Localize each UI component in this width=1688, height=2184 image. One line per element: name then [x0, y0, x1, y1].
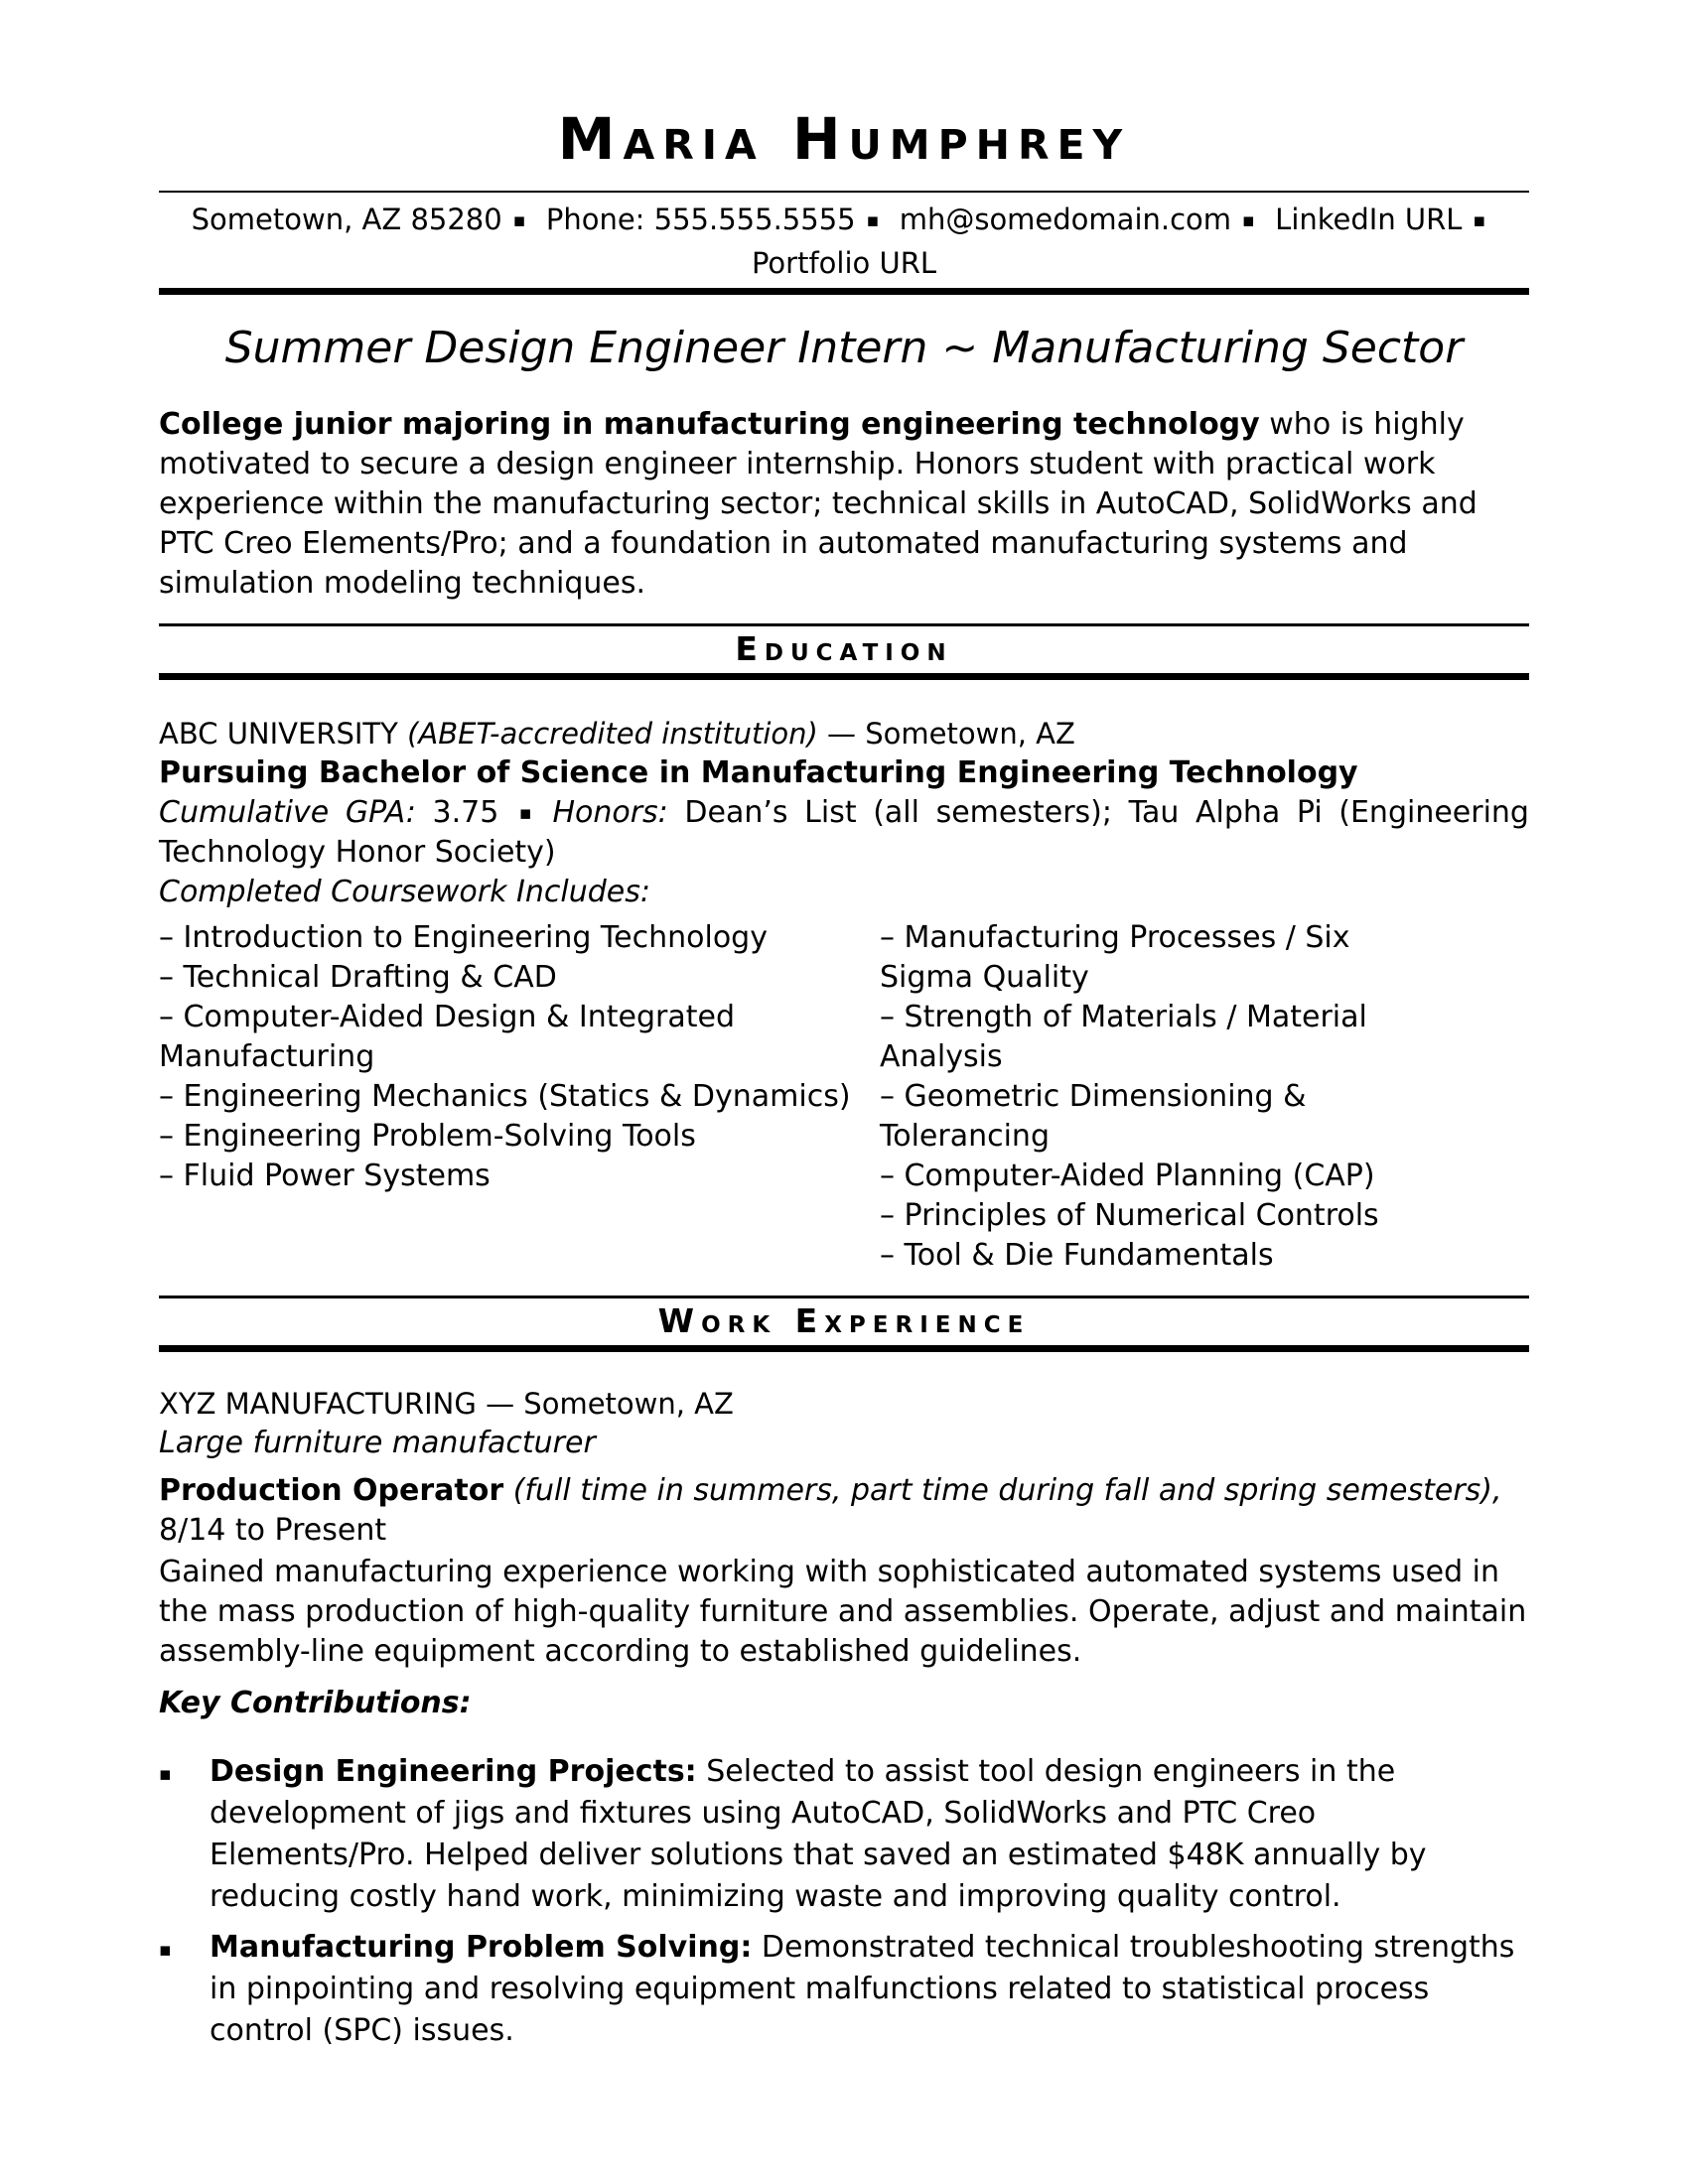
education-section-title: Education [735, 629, 953, 668]
coursework-item: – Technical Drafting & CAD [159, 960, 557, 995]
summary-paragraph [159, 405, 1529, 604]
coursework-item: – Strength of Materials / Material Analysis [880, 1000, 1367, 1074]
bullet-marker: ▪ [159, 1763, 172, 1785]
gpa-honors-line [159, 793, 1529, 873]
contribution-bullet [159, 1751, 1529, 1918]
bullet-marker: ▪ [159, 1939, 172, 1961]
candidate-name: Maria Humphrey [557, 105, 1131, 173]
job-summary-paragraph: Gained manufacturing experience working with sophisticated automated systems used in the mass production of high-quality furniture and assemblies. Operate, adjust and maintain assembly-line equipment according to established guidelines. [159, 1555, 1527, 1669]
contact-item: Phone: 555.555.5555 [545, 203, 856, 236]
coursework-item: – Tool & Die Fundamentals [880, 1238, 1274, 1273]
contact-line-1 [159, 199, 1529, 242]
summary-rest: who is highly motivated to secure a design engineer internship. Honors student with practical work experience within the manufacturing sector; technical skills in AutoCAD, SolidWorks and PTC Creo Elements/Pro; and a foundation in automated manufacturing systems and simulation modeling techniques. [159, 407, 1477, 601]
degree-line: Pursuing Bachelor of Science in Manufacturing Engineering Technology [159, 755, 1358, 790]
contact-item: Sometown, AZ 85280 [191, 203, 502, 236]
company-description: Large furniture manufacturer [159, 1426, 596, 1460]
bullet-text: Selected to assist tool design engineers in the development of jigs and fixtures using AutoCAD, SolidWorks and PTC Creo Elements/Pro. Helped deliver solutions that saved an estimated $48K annually by reducing costly hand work, minimizing waste and improving quality control. [210, 1754, 1427, 1914]
company-name: XYZ MANUFACTURING [159, 1387, 477, 1421]
contact-item: LinkedIn URL [1275, 203, 1463, 236]
contact-block [159, 199, 1529, 285]
institution-location: — Sometown, AZ [827, 717, 1075, 751]
contact-line-2: Portfolio URL [751, 246, 937, 280]
job-dates: 8/14 to Present [159, 1513, 387, 1548]
company-line [159, 1384, 1529, 1424]
bullet-label: Manufacturing Problem Solving: [210, 1930, 753, 1965]
header-divider-thin [159, 191, 1529, 193]
contact-separator: ▪ [1242, 209, 1255, 231]
work-section-title: Work Experience [657, 1301, 1031, 1340]
work-experience-block [159, 1384, 1529, 2052]
coursework-item: – Introduction to Engineering Technology [159, 920, 768, 955]
job-note: (full time in summers, part time during fall and spring semesters), [512, 1473, 1502, 1508]
job-title: Production Operator [159, 1473, 504, 1508]
work-section-header [159, 1296, 1529, 1352]
resume-header [159, 107, 1529, 295]
gpa-separator: ▪ [518, 802, 532, 824]
gpa-value: 3.75 [432, 795, 499, 830]
job-title-line [159, 1471, 1529, 1551]
bullet-body [210, 1927, 1529, 2052]
contact-item: mh@somedomain.com [899, 203, 1232, 236]
contributions-list [159, 1751, 1529, 2052]
gpa-label: Cumulative GPA: [159, 795, 416, 830]
bullet-body [210, 1751, 1529, 1918]
coursework-intro: Completed Coursework Includes: [159, 875, 650, 909]
coursework-column-right [880, 918, 1436, 1276]
institution-name: ABC UNIVERSITY [159, 717, 398, 751]
honors-text: Dean’s List (all semesters); Tau Alpha Pi (Engineering Technology Honor Society) [159, 795, 1529, 870]
education-block [159, 714, 1529, 1276]
key-contributions-heading: Key Contributions: [159, 1686, 472, 1720]
coursework-column-left [159, 918, 854, 1276]
headline: Summer Design Engineer Intern ~ Manufacturing Sector [224, 323, 1464, 373]
contact-separator: ▪ [512, 209, 526, 231]
summary-lead: College junior majoring in manufacturing engineering technology [159, 407, 1260, 442]
education-section-header [159, 623, 1529, 680]
coursework-item: – Engineering Mechanics (Statics & Dynamics) [159, 1079, 851, 1114]
bullet-label: Design Engineering Projects: [210, 1754, 697, 1789]
contribution-bullet [159, 1927, 1529, 2052]
coursework-item: – Geometric Dimensioning & Tolerancing [880, 1079, 1307, 1154]
coursework-item: – Fluid Power Systems [159, 1159, 491, 1193]
coursework-item: – Manufacturing Processes / Six Sigma Quality [880, 920, 1350, 995]
institution-line [159, 714, 1529, 753]
section-rule-bottom [159, 673, 1529, 680]
coursework-item: – Principles of Numerical Controls [880, 1198, 1379, 1233]
coursework-item: – Engineering Problem-Solving Tools [159, 1119, 696, 1154]
honors-label: Honors: [552, 795, 668, 830]
coursework-item: – Computer-Aided Planning (CAP) [880, 1159, 1375, 1193]
contact-separator: ▪ [1473, 209, 1486, 231]
company-location: — Sometown, AZ [486, 1387, 734, 1421]
contact-separator: ▪ [866, 209, 880, 231]
bullet-text: Demonstrated technical troubleshooting strengths in pinpointing and resolving equipment malfunctions related to statistical process control (SPC) issues. [210, 1930, 1515, 2048]
coursework-columns [159, 918, 1529, 1276]
coursework-item: – Computer-Aided Design & Integrated Manufacturing [159, 1000, 736, 1074]
institution-accreditation: (ABET-accredited institution) [407, 717, 818, 751]
section-rule-bottom [159, 1345, 1529, 1352]
header-divider-thick [159, 288, 1529, 295]
